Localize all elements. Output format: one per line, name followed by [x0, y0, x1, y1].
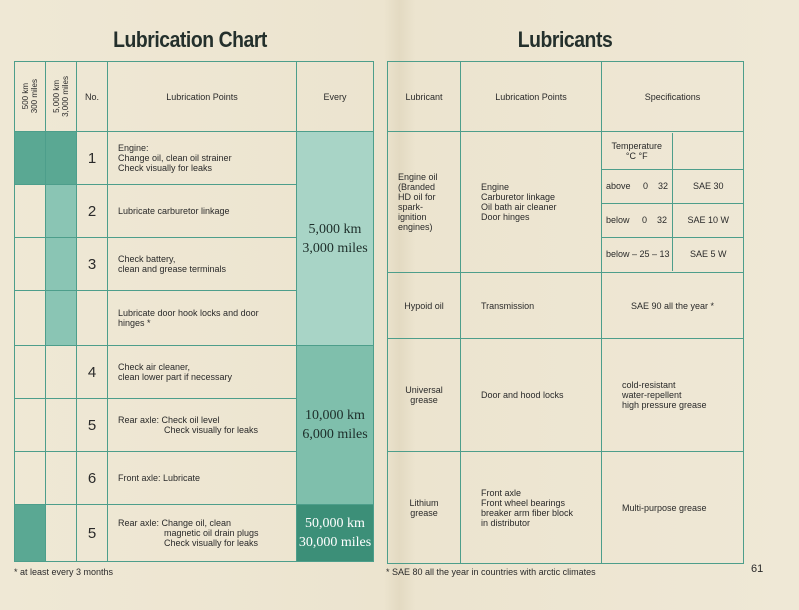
interval-cell — [15, 346, 46, 399]
lubrication-chart-table — [14, 61, 374, 562]
specifications-header: Specifications — [602, 62, 744, 132]
rear-axle-line: Check visually for leaks — [164, 538, 259, 548]
temperature-units: °C °F — [625, 150, 648, 161]
interval-5000km-header: 5,000 km 3,000 miles — [46, 62, 77, 132]
lubrication-points-header: Lubrication Points — [108, 62, 297, 132]
row-description: Engine: Change oil, clean oil strainer Check visually for leaks — [108, 132, 297, 185]
right-footnote: * SAE 80 all the year in countries with arctic climates — [386, 567, 596, 577]
row-number: 1 — [77, 132, 108, 185]
interval-cell — [46, 505, 77, 562]
table-row — [15, 346, 374, 399]
interval-cell — [46, 238, 77, 291]
specs-subtable — [602, 133, 744, 271]
interval-cell — [15, 399, 46, 452]
interval-500km-header: 500 km 300 miles — [15, 62, 46, 132]
specification: cold-resistant water-repellent high pressure grease — [602, 339, 744, 452]
lubricant-name: Lithium grease — [388, 452, 461, 564]
left-footnote: * at least every 3 months — [14, 567, 114, 577]
every-10000km: 10,000 km 6,000 miles — [297, 346, 374, 505]
rear-axle-line: Rear axle: Check oil level — [118, 415, 220, 425]
specs-cell — [602, 132, 744, 273]
interval-cell — [46, 291, 77, 346]
lubricant-name: Hypoid oil — [388, 273, 461, 339]
table-row — [15, 505, 374, 562]
interval-cell — [46, 185, 77, 238]
row-number: 4 — [77, 346, 108, 399]
row-number: 6 — [77, 452, 108, 505]
header-row — [15, 62, 374, 132]
interval-cell — [46, 132, 77, 185]
interval-cell — [46, 399, 77, 452]
interval-cell — [46, 452, 77, 505]
temperature-header — [602, 133, 672, 169]
every-50000km: 50,000 km 30,000 miles — [297, 505, 374, 562]
lubrication-chart-title: Lubrication Chart — [113, 27, 267, 52]
lubrication-points: Front axle Front wheel bearings breaker arm fiber block in distributor — [461, 452, 602, 564]
row-description: Lubricate door hook locks and door hinges * — [108, 291, 297, 346]
table-row — [15, 132, 374, 185]
every-header: Every — [297, 62, 374, 132]
temp-range: below 0 32 — [602, 203, 672, 237]
sae-grade: SAE 10 W — [672, 203, 744, 237]
interval-cell — [15, 238, 46, 291]
interval-cell — [46, 346, 77, 399]
temperature-label: Temperature — [611, 140, 663, 151]
table-row — [388, 339, 744, 452]
interval-cell — [15, 132, 46, 185]
row-description: Check battery, clean and grease terminals — [108, 238, 297, 291]
table-row — [388, 132, 744, 273]
row-number: 5 — [77, 399, 108, 452]
lubrication-points: Engine Carburetor linkage Oil bath air cleaner Door hinges — [461, 132, 602, 273]
interval-cell — [15, 185, 46, 238]
row-description: Check air cleaner, clean lower part if necessary — [108, 346, 297, 399]
blank-cell — [672, 133, 744, 169]
interval-cell — [15, 452, 46, 505]
lubricant-header: Lubricant — [388, 62, 461, 132]
row-description — [108, 399, 297, 452]
row-number — [77, 291, 108, 346]
lubricant-name: Engine oil (Branded HD oil for spark- ignition engines) — [388, 132, 461, 273]
sae-grade: SAE 5 W — [672, 237, 744, 271]
row-description — [108, 505, 297, 562]
header-row — [388, 62, 744, 132]
table-row — [388, 273, 744, 339]
sae-grade: SAE 30 — [672, 169, 744, 203]
row-number: 3 — [77, 238, 108, 291]
table-row — [388, 452, 744, 564]
lubricants-table — [387, 61, 744, 564]
interval-cell — [15, 505, 46, 562]
page-number: 61 — [751, 563, 764, 575]
row-number: 2 — [77, 185, 108, 238]
every-5000km: 5,000 km 3,000 miles — [297, 132, 374, 346]
lubrication-points-header: Lubrication Points — [461, 62, 602, 132]
lubrication-points: Transmission — [461, 273, 602, 339]
rear-axle-line: magnetic oil drain plugs — [164, 528, 259, 538]
specification: Multi-purpose grease — [602, 452, 744, 564]
row-description: Front axle: Lubricate — [108, 452, 297, 505]
no-header: No. — [77, 62, 108, 132]
temp-range: above 0 32 — [602, 169, 672, 203]
specification: SAE 90 all the year * — [602, 273, 744, 339]
rear-axle-line: Check visually for leaks — [164, 425, 259, 435]
rear-axle-line: Rear axle: Change oil, clean — [118, 518, 232, 528]
interval-cell — [15, 291, 46, 346]
lubricant-name: Universal grease — [388, 339, 461, 452]
lubrication-points: Door and hood locks — [461, 339, 602, 452]
lubricants-title: Lubricants — [517, 27, 613, 52]
row-number: 5 — [77, 505, 108, 562]
temp-range: below – 25 – 13 — [602, 237, 672, 271]
row-description: Lubricate carburetor linkage — [108, 185, 297, 238]
